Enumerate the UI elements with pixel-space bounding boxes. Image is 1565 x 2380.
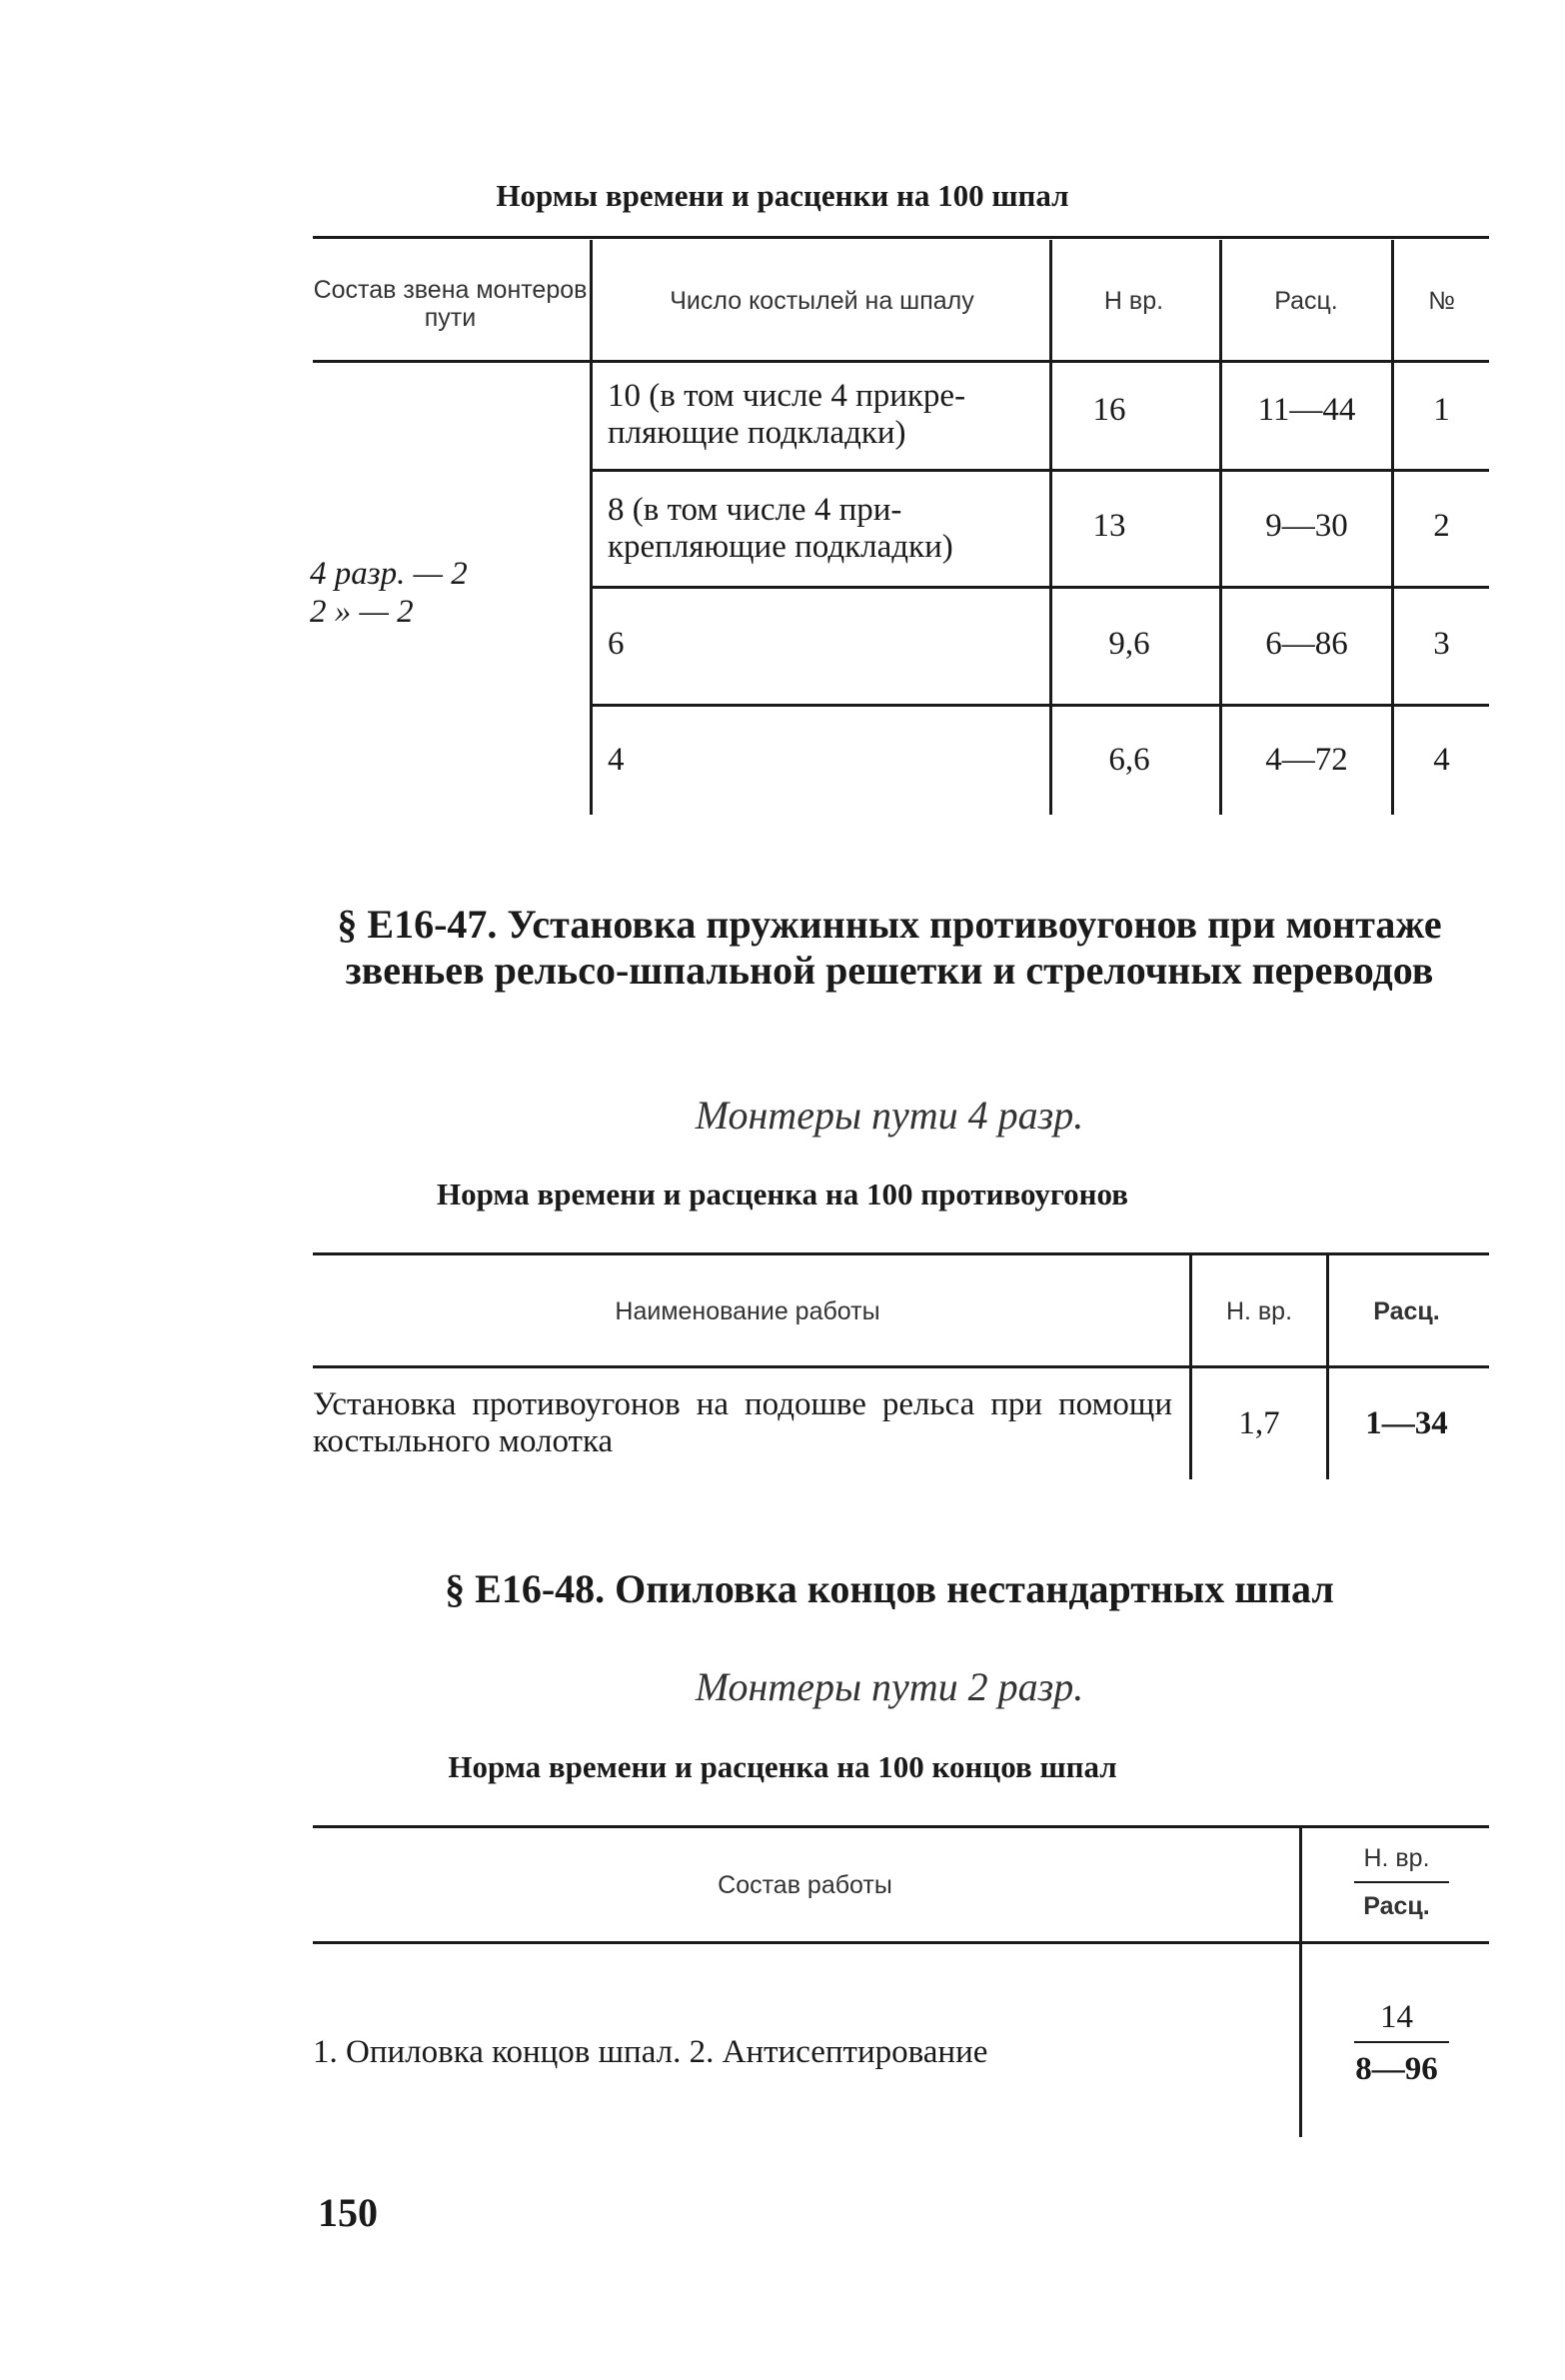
table1-row1-time: 16 (1092, 392, 1126, 428)
table1-row1-no: 1 (1433, 392, 1450, 428)
table2-row-time: 1,7 (1238, 1405, 1280, 1441)
table1-crew-line1: 4 разр. — 2 (310, 556, 468, 592)
table3-header-rule (313, 1941, 1489, 1944)
table3-header-rate: Расц. (1363, 1892, 1430, 1920)
table3-row-work: 1. Опиловка концов шпал. 2. Антисептирование (313, 2034, 988, 2070)
table2-row-rate: 1—34 (1365, 1405, 1448, 1441)
section47-title: § Е16-47. Установка пружинных противоугонов при монтаже звеньев рельсо-шпальной решетки и стрелочных переводов (337, 902, 1442, 993)
table2-header-rate: Расц. (1373, 1297, 1440, 1325)
table1-header-spikes: Число костылей на шпалу (670, 287, 974, 315)
table1-top-rule (313, 236, 1489, 239)
table3-col-divider (1299, 1827, 1302, 2137)
table2-header-rule (313, 1365, 1489, 1368)
page-number: 150 (318, 2190, 378, 2235)
table1-row2-no: 2 (1433, 508, 1450, 544)
table3-header-work: Состав работы (718, 1871, 892, 1899)
table3-row-time: 14 (1380, 1999, 1413, 2035)
table3-row-rate: 8—96 (1355, 2051, 1438, 2087)
table2-header-work: Наименование работы (615, 1297, 880, 1325)
table1-row-divider (593, 586, 1489, 589)
table1-row-divider (593, 469, 1489, 472)
table1-crew-line2: 2 » — 2 (310, 594, 414, 630)
table1-header-no: № (1428, 287, 1455, 315)
table1-row4-spikes: 4 (608, 742, 625, 778)
table1-row1-spikes: 10 (в том числе 4 прикре-пляющие подкладки) (608, 378, 966, 451)
table1-header-rate: Расц. (1274, 287, 1338, 315)
table2-col-divider-2 (1326, 1254, 1329, 1479)
table1-row2-time: 13 (1092, 508, 1126, 544)
table1-header-time: Н вр. (1103, 287, 1164, 315)
table1-header-rule (313, 360, 1489, 363)
table1-row4-rate: 4—72 (1265, 742, 1348, 778)
table1-col-divider-2 (1049, 240, 1052, 815)
table3-header-time: Н. вр. (1363, 1844, 1430, 1872)
table1-row4-time: 6,6 (1108, 742, 1150, 778)
table1-row-divider (593, 704, 1489, 707)
table1-caption: Нормы времени и расценки на 100 шпал (496, 178, 1069, 213)
table3-top-rule (313, 1825, 1489, 1828)
table1-col-divider-3 (1219, 240, 1222, 815)
table2-top-rule (313, 1252, 1489, 1255)
table3-header-fraction-line (1354, 1881, 1449, 1883)
section48-workers: Монтеры пути 2 разр. (695, 1664, 1084, 1709)
table1-row3-rate: 6—86 (1265, 626, 1348, 662)
table1-col-divider-1 (590, 240, 593, 815)
table1-row1-rate: 11—44 (1257, 392, 1356, 428)
section48-caption: Норма времени и расценка на 100 концов шпал (448, 1749, 1117, 1784)
table2-row-work: Установка противоугонов на подошве рельса при помощи костыльного молотка (313, 1386, 1172, 1459)
table1-row2-spikes: 8 (в том числе 4 при-крепляющие подкладки) (608, 492, 953, 565)
table1-row3-spikes: 6 (608, 626, 625, 662)
table1-row4-no: 4 (1433, 742, 1450, 778)
table1-row3-time: 9,6 (1108, 626, 1150, 662)
section47-caption: Норма времени и расценка на 100 противоугонов (437, 1177, 1128, 1211)
table1-row2-rate: 9—30 (1265, 508, 1348, 544)
table2-col-divider-1 (1189, 1254, 1192, 1479)
table2-header-time: Н. вр. (1225, 1297, 1293, 1325)
table3-row-fraction-line (1354, 2041, 1449, 2043)
section47-workers: Монтеры пути 4 разр. (695, 1093, 1084, 1138)
table1-row3-no: 3 (1433, 626, 1450, 662)
table1-header-crew: Состав звена монтеров пути (313, 276, 588, 332)
section48-title: § Е16-48. Опиловка концов нестандартных шпал (445, 1566, 1334, 1611)
